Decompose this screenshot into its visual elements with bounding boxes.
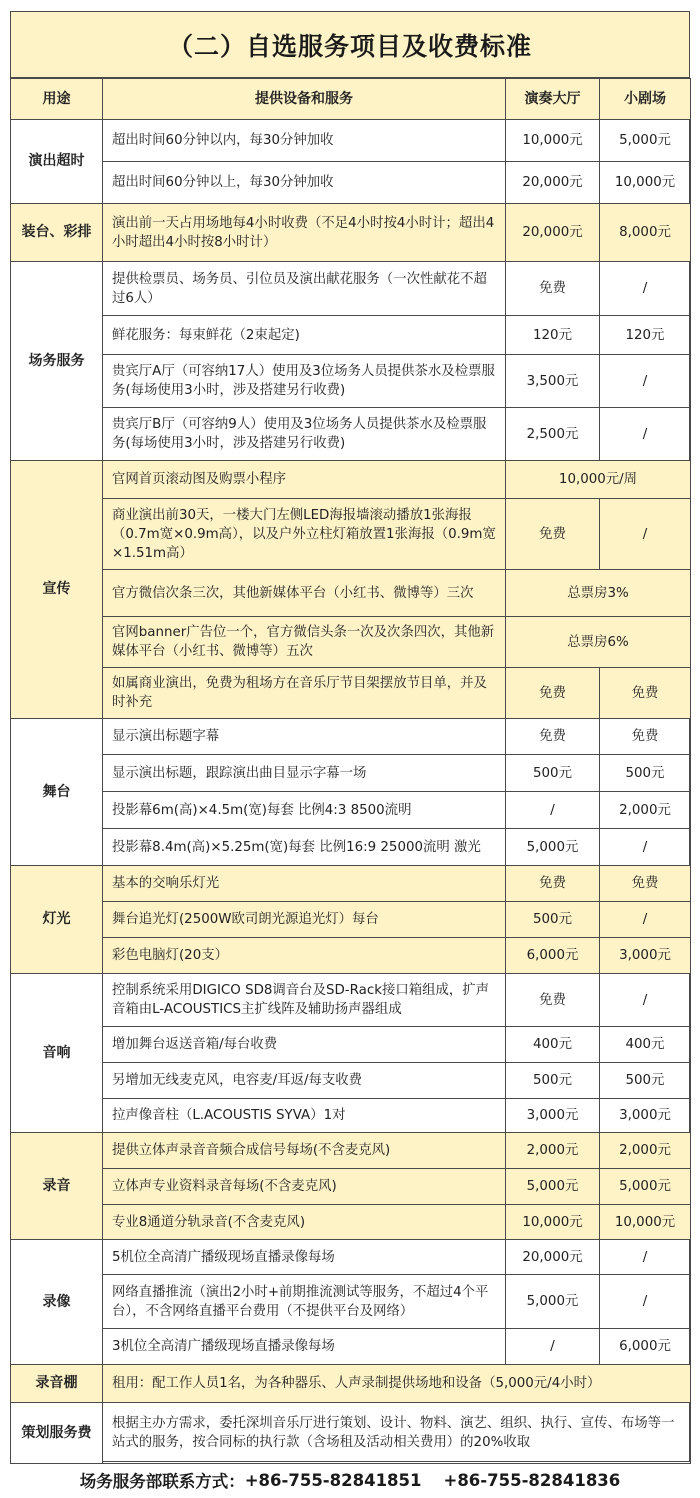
service-desc: 投影幕6m(高)×4.5m(宽)每套 比例4:3 8500流明 — [103, 792, 506, 829]
concert-hall-price: 免费 — [506, 974, 600, 1027]
service-desc: 另增加无线麦克风，电容麦/耳返/每支收费 — [103, 1063, 506, 1099]
small-theater-price: / — [600, 408, 691, 461]
small-theater-price: 2,000元 — [600, 792, 691, 829]
service-desc: 鲜花服务：每束鲜花（2束起定) — [103, 316, 506, 355]
small-theater-price: 500元 — [600, 755, 691, 792]
service-desc: 舞台追光灯(2500W欧司朗光源追光灯）每台 — [103, 902, 506, 938]
service-desc: 增加舞台返送音箱/每台收费 — [103, 1027, 506, 1063]
concert-hall-price: 6,000元 — [506, 938, 600, 974]
service-desc: 超出时间60分钟以内，每30分钟加收 — [103, 120, 506, 162]
concert-hall-price: 2,000元 — [506, 1133, 600, 1169]
table-row — [11, 829, 691, 866]
service-desc: 商业演出前30天，一楼大门左侧LED海报墙滚动播放1张海报（0.7m宽×0.9m高），以及户外立柱灯箱放置1张海报（0.9m宽×1.51m高） — [103, 499, 506, 570]
category-stage: 舞台 — [11, 719, 103, 866]
small-theater-price: 5,000元 — [600, 120, 691, 162]
service-desc: 贵宾厅B厅（可容纳9人）使用及3位场务人员提供茶水及检票服务(每场使用3小时，涉及搭建另行收费) — [103, 408, 506, 461]
header-small-theater: 小剧场 — [600, 79, 691, 120]
table-row — [11, 902, 691, 938]
service-desc: 演出前一天占用场地每4小时收费（不足4小时按4小时计；超出4小时超出4小时按8小时计） — [103, 204, 506, 262]
category-video: 录像 — [11, 1240, 103, 1365]
small-theater-price: 10,000元 — [600, 1205, 691, 1240]
header-service: 提供设备和服务 — [103, 79, 506, 120]
small-theater-price: 2,000元 — [600, 1133, 691, 1169]
small-theater-price: / — [600, 974, 691, 1027]
table-row — [11, 355, 691, 408]
table-row — [11, 938, 691, 974]
table-row — [11, 499, 691, 570]
table-row — [11, 316, 691, 355]
concert-hall-price: 10,000元 — [506, 120, 600, 162]
service-desc: 提供立体声录音音频合成信号每场(不含麦克风) — [103, 1133, 506, 1169]
concert-hall-price: 免费 — [506, 499, 600, 570]
concert-hall-price: / — [506, 792, 600, 829]
table-row — [11, 204, 691, 262]
concert-hall-price: 10,000元 — [506, 1205, 600, 1240]
service-desc: 超出时间60分钟以上，每30分钟加收 — [103, 162, 506, 204]
service-desc: 拉声像音柱（L.ACOUSTIS SYVA）1对 — [103, 1099, 506, 1133]
small-theater-price: 500元 — [600, 1063, 691, 1099]
small-theater-price: 400元 — [600, 1027, 691, 1063]
small-theater-price: 3,000元 — [600, 1099, 691, 1133]
table-row — [11, 792, 691, 829]
small-theater-price: / — [600, 1240, 691, 1275]
table-row — [11, 668, 691, 719]
category-planning-fee: 策划服务费 — [11, 1403, 103, 1464]
contact-phone-1[interactable]: +86-755-82841851 — [244, 1470, 422, 1490]
service-desc: 5机位全高清广播级现场直播录像每场 — [103, 1240, 506, 1275]
concert-hall-price: 免费 — [506, 866, 600, 902]
small-theater-price: / — [600, 262, 691, 316]
page-title: （二）自选服务项目及收费标准 — [11, 12, 689, 78]
service-desc: 基本的交响乐灯光 — [103, 866, 506, 902]
contact-phone-2[interactable]: +86-755-82841836 — [443, 1470, 621, 1490]
header-concert-hall: 演奏大厅 — [506, 79, 600, 120]
service-desc: 显示演出标题，跟踪演出曲目显示字幕一场 — [103, 755, 506, 792]
category-audio: 音响 — [11, 974, 103, 1133]
small-theater-price: / — [600, 1275, 691, 1329]
service-desc: 网络直播推流（演出2小时+前期推流测试等服务，不超过4个平台），不含网络直播平台费用（不提供平台及网络） — [103, 1275, 506, 1329]
concert-hall-price: 免费 — [506, 668, 600, 719]
concert-hall-price: 免费 — [506, 719, 600, 755]
small-theater-price: 3,000元 — [600, 938, 691, 974]
table-row — [11, 1403, 691, 1464]
category-setup-rehearsal: 装台、彩排 — [11, 204, 103, 262]
table-row — [11, 262, 691, 316]
small-theater-price: / — [600, 499, 691, 570]
small-theater-price: 免费 — [600, 668, 691, 719]
service-fee-table — [10, 78, 691, 1464]
category-promotion: 宣传 — [11, 461, 103, 719]
service-desc: 专业8通道分轨录音(不含麦克风) — [103, 1205, 506, 1240]
table-row — [11, 162, 691, 204]
table-row — [11, 461, 691, 499]
concert-hall-price: 20,000元 — [506, 162, 600, 204]
service-desc: 显示演出标题字幕 — [103, 719, 506, 755]
concert-hall-price: 400元 — [506, 1027, 600, 1063]
table-row — [11, 1240, 691, 1275]
table-row — [11, 1205, 691, 1240]
table-row — [11, 1365, 691, 1403]
category-venue-service: 场务服务 — [11, 262, 103, 461]
merged-price: 10,000元/周 — [506, 461, 691, 499]
service-desc: 贵宾厅A厅（可容纳17人）使用及3位场务人员提供茶水及检票服务(每场使用3小时，涉及搭建另行收费) — [103, 355, 506, 408]
service-desc: 官网首页滚动图及购票小程序 — [103, 461, 506, 499]
service-desc: 投影幕8.4m(高)×5.25m(宽)每套 比例16:9 25000流明 激光 — [103, 829, 506, 866]
concert-hall-price: 20,000元 — [506, 204, 600, 262]
category-studio: 录音棚 — [11, 1365, 103, 1403]
concert-hall-price: 3,000元 — [506, 1099, 600, 1133]
concert-hall-price: 120元 — [506, 316, 600, 355]
table-row — [11, 755, 691, 792]
table-row — [11, 719, 691, 755]
table-row — [11, 1099, 691, 1133]
table-row — [11, 570, 691, 617]
table-row — [11, 617, 691, 668]
table-row — [11, 1329, 691, 1365]
concert-hall-price: 500元 — [506, 902, 600, 938]
small-theater-price: 120元 — [600, 316, 691, 355]
contact-footer — [0, 1466, 700, 1494]
small-theater-price: / — [600, 355, 691, 408]
merged-price: 总票房3% — [506, 570, 691, 617]
service-desc: 彩色电脑灯(20支） — [103, 938, 506, 974]
table-row — [11, 1063, 691, 1099]
concert-hall-price: 2,500元 — [506, 408, 600, 461]
concert-hall-price: 500元 — [506, 755, 600, 792]
table-row — [11, 1275, 691, 1329]
service-desc: 根据主办方需求，委托深圳音乐厅进行策划、设计、物料、演艺、组织、执行、宣传、布场等一站式的服务，按合同标的执行款（含场租及活动相关费用）的20%收取 — [103, 1403, 691, 1464]
concert-hall-price: 免费 — [506, 262, 600, 316]
small-theater-price: / — [600, 902, 691, 938]
small-theater-price: 免费 — [600, 866, 691, 902]
service-desc: 租用：配工作人员1名，为各种器乐、人声录制提供场地和设备（5,000元/4小时） — [103, 1365, 691, 1403]
concert-hall-price: 3,500元 — [506, 355, 600, 408]
concert-hall-price: 500元 — [506, 1063, 600, 1099]
service-desc: 如属商业演出，免费为租场方在音乐厅节目架摆放节目单，并及时补充 — [103, 668, 506, 719]
table-row — [11, 120, 691, 162]
table-row — [11, 408, 691, 461]
concert-hall-price: 5,000元 — [506, 1275, 600, 1329]
service-desc: 控制系统采用DIGICO SD8调音台及SD-Rack接口箱组成，扩声音箱由L-ACOUSTICS主扩线阵及辅助扬声器组成 — [103, 974, 506, 1027]
small-theater-price: 6,000元 — [600, 1329, 691, 1365]
small-theater-price: 8,000元 — [600, 204, 691, 262]
header-usage: 用途 — [11, 79, 103, 120]
small-theater-price: 5,000元 — [600, 1169, 691, 1205]
category-lighting: 灯光 — [11, 866, 103, 974]
category-recording: 录音 — [11, 1133, 103, 1240]
table-row — [11, 1027, 691, 1063]
service-desc: 官方微信次条三次，其他新媒体平台（小红书、微博等）三次 — [103, 570, 506, 617]
contact-label: 场务服务部联系方式： — [79, 1472, 245, 1491]
service-desc: 官网banner广告位一个，官方微信头条一次及次条四次，其他新媒体平台（小红书、微博等）五次 — [103, 617, 506, 668]
small-theater-price: 免费 — [600, 719, 691, 755]
service-desc: 提供检票员、场务员、引位员及演出献花服务（一次性献花不超过6人） — [103, 262, 506, 316]
table-row — [11, 1169, 691, 1205]
table-row — [11, 1133, 691, 1169]
table-row — [11, 866, 691, 902]
table-header-row — [11, 79, 691, 120]
concert-hall-price: 5,000元 — [506, 829, 600, 866]
concert-hall-price: 20,000元 — [506, 1240, 600, 1275]
concert-hall-price: / — [506, 1329, 600, 1365]
merged-price: 总票房6% — [506, 617, 691, 668]
category-overtime: 演出超时 — [11, 120, 103, 204]
price-table-frame — [10, 11, 690, 1462]
small-theater-price: 10,000元 — [600, 162, 691, 204]
service-desc: 立体声专业资料录音每场(不含麦克风) — [103, 1169, 506, 1205]
service-desc: 3机位全高清广播级现场直播录像每场 — [103, 1329, 506, 1365]
concert-hall-price: 5,000元 — [506, 1169, 600, 1205]
small-theater-price: / — [600, 829, 691, 866]
table-row — [11, 974, 691, 1027]
